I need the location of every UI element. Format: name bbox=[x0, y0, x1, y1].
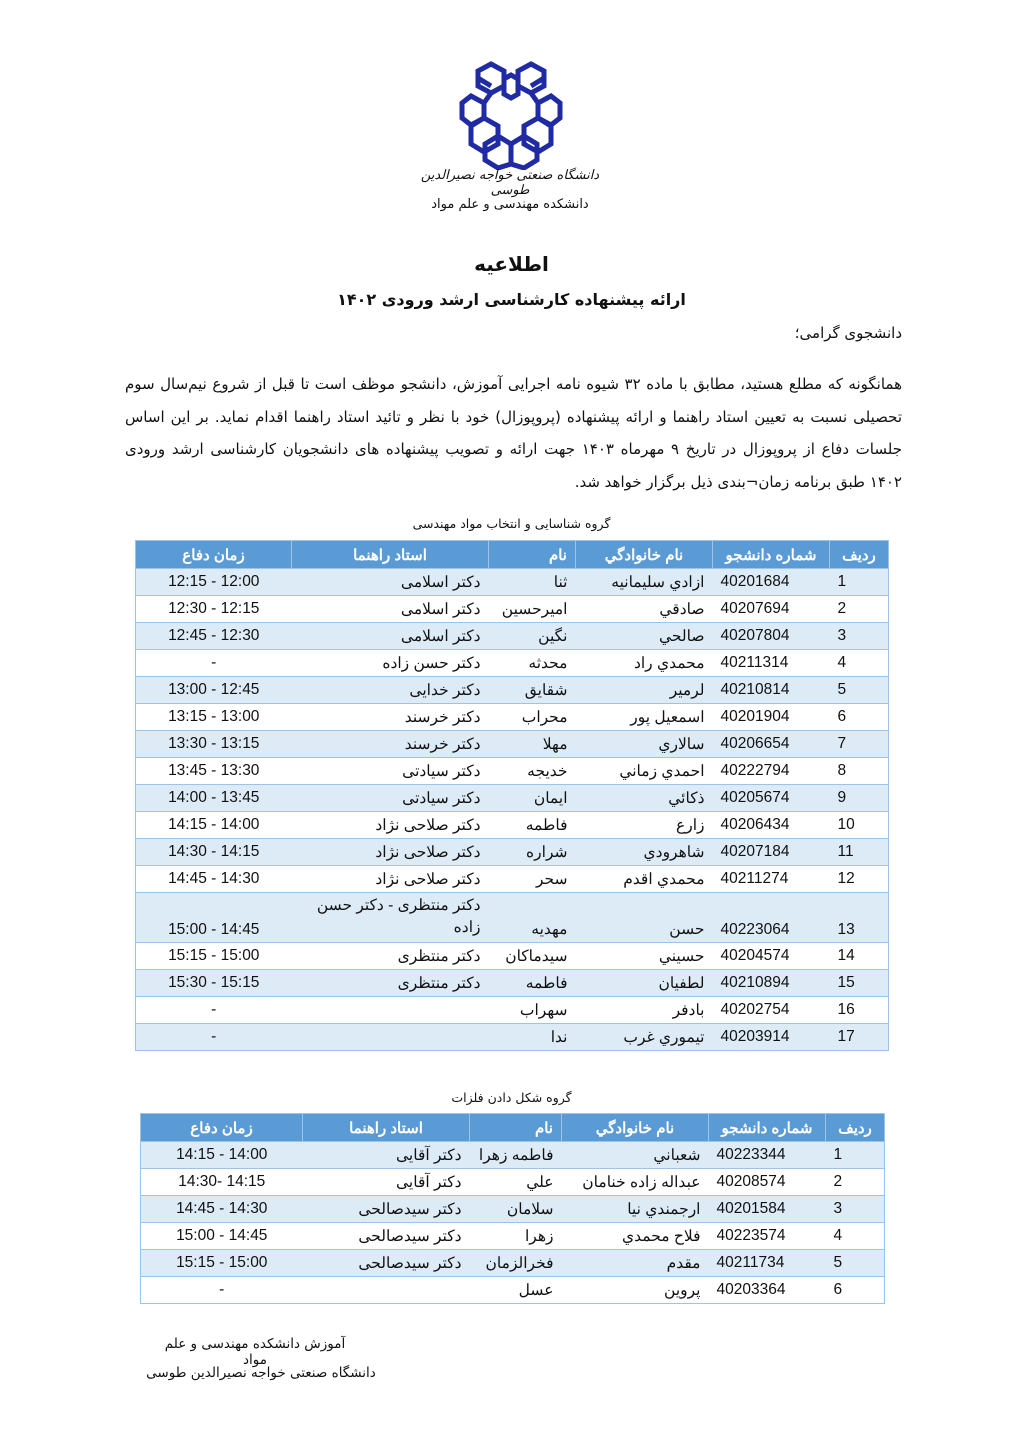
first-name: عسل bbox=[470, 1277, 562, 1304]
defense-time: 14:15 - 14:30 bbox=[136, 839, 292, 866]
row-number: 2 bbox=[830, 596, 889, 623]
col-advisor: استاد راهنما bbox=[303, 1114, 470, 1142]
family-name: بادفر bbox=[576, 997, 713, 1024]
advisor-name: دکتر منتظری bbox=[292, 943, 489, 970]
col-defense-time: زمان دفاع bbox=[141, 1114, 303, 1142]
col-defense-time: زمان دفاع bbox=[136, 541, 292, 569]
table-header-row bbox=[141, 1114, 885, 1142]
student-id: 40201684 bbox=[713, 569, 830, 596]
row-number: 4 bbox=[826, 1223, 885, 1250]
first-name: فخرالزمان bbox=[470, 1250, 562, 1277]
table-row bbox=[136, 731, 889, 758]
family-name: حسن bbox=[576, 893, 713, 943]
table-header-row bbox=[136, 541, 889, 569]
row-number: 1 bbox=[826, 1142, 885, 1169]
student-id: 40210894 bbox=[713, 970, 830, 997]
student-id: 40203364 bbox=[709, 1277, 826, 1304]
row-number: 6 bbox=[830, 704, 889, 731]
first-name: ندا bbox=[489, 1024, 576, 1051]
defense-time: 12:15 - 12:30 bbox=[136, 596, 292, 623]
first-name: ايمان bbox=[489, 785, 576, 812]
col-row: ردیف bbox=[826, 1114, 885, 1142]
advisor-name: دکتر آقایی bbox=[303, 1142, 470, 1169]
row-number: 5 bbox=[830, 677, 889, 704]
faculty-name: دانشکده مهندسی و علم مواد bbox=[431, 197, 589, 212]
col-advisor: استاد راهنما bbox=[292, 541, 489, 569]
footer-university: دانشگاه صنعتی خواجه نصیرالدین طوسی bbox=[146, 1365, 376, 1381]
advisor-name: دکتر اسلامی bbox=[292, 596, 489, 623]
first-name: سهراب bbox=[489, 997, 576, 1024]
first-name: فاطمه زهرا bbox=[470, 1142, 562, 1169]
col-family-name: نام خانوادگي bbox=[562, 1114, 709, 1142]
family-name: اسمعيل پور bbox=[576, 704, 713, 731]
family-name: پروين bbox=[562, 1277, 709, 1304]
row-number: 3 bbox=[830, 623, 889, 650]
student-id: 40205674 bbox=[713, 785, 830, 812]
defense-time: 13:15 - 13:30 bbox=[136, 731, 292, 758]
table-row bbox=[136, 704, 889, 731]
student-id: 40208574 bbox=[709, 1169, 826, 1196]
table-row bbox=[136, 970, 889, 997]
advisor-name: دکتر سیدصالحی bbox=[303, 1223, 470, 1250]
student-id: 40202754 bbox=[713, 997, 830, 1024]
defense-time: 14:45 - 15:00 bbox=[141, 1223, 303, 1250]
defense-time: 14:45 - 15:00 bbox=[136, 893, 292, 943]
family-name: حسيني bbox=[576, 943, 713, 970]
row-number: 6 bbox=[826, 1277, 885, 1304]
notice-title: اطلاعیه bbox=[474, 252, 549, 276]
family-name: سالاري bbox=[576, 731, 713, 758]
first-name: محدثه bbox=[489, 650, 576, 677]
col-student-id: شماره دانشجو bbox=[713, 541, 830, 569]
table-row bbox=[136, 677, 889, 704]
first-name: شقايق bbox=[489, 677, 576, 704]
row-number: 7 bbox=[830, 731, 889, 758]
first-name: مهلا bbox=[489, 731, 576, 758]
table-row bbox=[141, 1142, 885, 1169]
family-name: احمدي زماني bbox=[576, 758, 713, 785]
advisor-name bbox=[303, 1277, 470, 1304]
advisor-name: دکتر اسلامی bbox=[292, 569, 489, 596]
group1-table bbox=[135, 540, 889, 1051]
table-row bbox=[136, 596, 889, 623]
defense-time: 15:15 - 15:30 bbox=[136, 970, 292, 997]
family-name: زارع bbox=[576, 812, 713, 839]
student-id: 40210814 bbox=[713, 677, 830, 704]
row-number: 12 bbox=[830, 866, 889, 893]
first-name: شراره bbox=[489, 839, 576, 866]
family-name: ازادي سليمانيه bbox=[576, 569, 713, 596]
student-id: 40207184 bbox=[713, 839, 830, 866]
row-number: 15 bbox=[830, 970, 889, 997]
table-row bbox=[136, 623, 889, 650]
group2-caption: گروه شکل دادن فلزات bbox=[451, 1090, 572, 1105]
student-id: 40207804 bbox=[713, 623, 830, 650]
defense-time: 15:00 - 15:15 bbox=[141, 1250, 303, 1277]
first-name: سلامان bbox=[470, 1196, 562, 1223]
row-number: 1 bbox=[830, 569, 889, 596]
row-number: 5 bbox=[826, 1250, 885, 1277]
greeting: دانشجوی گرامی؛ bbox=[794, 324, 902, 342]
defense-time: 12:45 - 13:00 bbox=[136, 677, 292, 704]
col-first-name: نام bbox=[470, 1114, 562, 1142]
student-id: 40211274 bbox=[713, 866, 830, 893]
defense-time: 14:30 - 14:45 bbox=[136, 866, 292, 893]
table-row bbox=[141, 1196, 885, 1223]
defense-time: - bbox=[136, 650, 292, 677]
advisor-name: دکتر آقایی bbox=[303, 1169, 470, 1196]
advisor-name: دکتر خدایی bbox=[292, 677, 489, 704]
table-row bbox=[136, 569, 889, 596]
family-name: صالحي bbox=[576, 623, 713, 650]
family-name: صادقي bbox=[576, 596, 713, 623]
student-id: 40206654 bbox=[713, 731, 830, 758]
defense-time: 14:30 - 14:45 bbox=[141, 1196, 303, 1223]
first-name: سحر bbox=[489, 866, 576, 893]
defense-time: - bbox=[136, 997, 292, 1024]
advisor-name bbox=[292, 1024, 489, 1051]
student-id: 40201584 bbox=[709, 1196, 826, 1223]
family-name: ذكائي bbox=[576, 785, 713, 812]
student-id: 40203914 bbox=[713, 1024, 830, 1051]
student-id: 40204574 bbox=[713, 943, 830, 970]
table-row bbox=[136, 758, 889, 785]
row-number: 11 bbox=[830, 839, 889, 866]
row-number: 2 bbox=[826, 1169, 885, 1196]
student-id: 40223574 bbox=[709, 1223, 826, 1250]
table-row bbox=[136, 650, 889, 677]
advisor-name bbox=[292, 997, 489, 1024]
row-number: 3 bbox=[826, 1196, 885, 1223]
defense-time: 13:30 - 13:45 bbox=[136, 758, 292, 785]
first-name: خديجه bbox=[489, 758, 576, 785]
row-number: 17 bbox=[830, 1024, 889, 1051]
notice-subtitle: ارائه پیشنهاده کارشناسی ارشد ورودی ۱۴۰۲ bbox=[337, 290, 686, 309]
table-row bbox=[141, 1277, 885, 1304]
table-row bbox=[136, 866, 889, 893]
family-name: عبداله زاده خنامان bbox=[562, 1169, 709, 1196]
table-row bbox=[141, 1223, 885, 1250]
student-id: 40211314 bbox=[713, 650, 830, 677]
col-student-id: شماره دانشجو bbox=[709, 1114, 826, 1142]
table-row bbox=[136, 943, 889, 970]
family-name: شعباني bbox=[562, 1142, 709, 1169]
student-id: 40211734 bbox=[709, 1250, 826, 1277]
col-first-name: نام bbox=[489, 541, 576, 569]
advisor-name: دکتر منتظری bbox=[292, 970, 489, 997]
table-row bbox=[141, 1250, 885, 1277]
first-name: فاطمه bbox=[489, 970, 576, 997]
first-name: ثنا bbox=[489, 569, 576, 596]
first-name: اميرحسين bbox=[489, 596, 576, 623]
student-id: 40201904 bbox=[713, 704, 830, 731]
advisor-name: دکتر سیدصالحی bbox=[303, 1250, 470, 1277]
footer-office: آموزش دانشکده مهندسی و علم مواد bbox=[164, 1336, 346, 1368]
defense-time: 15:00 - 15:15 bbox=[136, 943, 292, 970]
table-row bbox=[141, 1169, 885, 1196]
advisor-name: دکتر سیادتی bbox=[292, 758, 489, 785]
family-name: لطفيان bbox=[576, 970, 713, 997]
family-name: فلاح محمدي bbox=[562, 1223, 709, 1250]
table-row bbox=[136, 997, 889, 1024]
first-name: سيدماكان bbox=[489, 943, 576, 970]
university-name: دانشگاه صنعتی خواجه نصیرالدین طوسی bbox=[420, 168, 600, 198]
advisor-name: دکتر خرسند bbox=[292, 704, 489, 731]
table-row bbox=[136, 785, 889, 812]
family-name: شاهرودي bbox=[576, 839, 713, 866]
advisor-name: دکتر منتظری - دکتر حسن زاده bbox=[292, 893, 489, 943]
family-name: محمدي راد bbox=[576, 650, 713, 677]
table-row bbox=[136, 839, 889, 866]
row-number: 8 bbox=[830, 758, 889, 785]
table-row bbox=[136, 1024, 889, 1051]
advisor-name: دکتر صلاحی نژاد bbox=[292, 812, 489, 839]
row-number: 10 bbox=[830, 812, 889, 839]
first-name: محراب bbox=[489, 704, 576, 731]
first-name: مهديه bbox=[489, 893, 576, 943]
row-number: 16 bbox=[830, 997, 889, 1024]
advisor-name: دکتر سیادتی bbox=[292, 785, 489, 812]
table-row bbox=[136, 893, 889, 943]
advisor-name: دکتر اسلامی bbox=[292, 623, 489, 650]
first-name: نگين bbox=[489, 623, 576, 650]
row-number: 14 bbox=[830, 943, 889, 970]
defense-time: 13:00 - 13:15 bbox=[136, 704, 292, 731]
first-name: فاطمه bbox=[489, 812, 576, 839]
advisor-name: دکتر حسن زاده bbox=[292, 650, 489, 677]
row-number: 9 bbox=[830, 785, 889, 812]
table-row bbox=[136, 812, 889, 839]
family-name: تيموري غرب bbox=[576, 1024, 713, 1051]
first-name: زهرا bbox=[470, 1223, 562, 1250]
notice-body: همانگونه که مطلع هستید، مطابق با ماده ۳۲ شیوه نامه اجرایی آموزش، دانشجو موظف است تا قبل از شروع نیم‌سال سوم تحصیلی نسبت به تعیین استاد راهنما و ارائه پیشنهاده (پروپوزال) خود با نظر و تائید استاد راهنما اقدام نماید. بر این اساس جلسات دفاع از پروپوزال در تاریخ ۹ مهرماه ۱۴۰۳ جهت ارائه و تصویب پیشنهاده های دانشجویان کارشناسی ارشد ورودی ۱۴۰۲ طبق برنامه زمان¬بندی ذیل برگزار خواهد شد. bbox=[125, 375, 902, 491]
defense-time: 14:00 - 14:15 bbox=[141, 1142, 303, 1169]
row-number: 4 bbox=[830, 650, 889, 677]
first-name: علي bbox=[470, 1169, 562, 1196]
advisor-name: دکتر صلاحی نژاد bbox=[292, 839, 489, 866]
defense-time: - bbox=[141, 1277, 303, 1304]
advisor-name: دکتر سیدصالحی bbox=[303, 1196, 470, 1223]
family-name: لرمير bbox=[576, 677, 713, 704]
row-number: 13 bbox=[830, 893, 889, 943]
defense-time: 12:00 - 12:15 bbox=[136, 569, 292, 596]
student-id: 40222794 bbox=[713, 758, 830, 785]
family-name: ارجمندي نيا bbox=[562, 1196, 709, 1223]
group2-table bbox=[140, 1113, 885, 1304]
col-row: ردیف bbox=[830, 541, 889, 569]
student-id: 40207694 bbox=[713, 596, 830, 623]
defense-time: 14:15 -14:30 bbox=[141, 1169, 303, 1196]
family-name: مقدم bbox=[562, 1250, 709, 1277]
student-id: 40223344 bbox=[709, 1142, 826, 1169]
advisor-name: دکتر خرسند bbox=[292, 731, 489, 758]
student-id: 40206434 bbox=[713, 812, 830, 839]
defense-time: 13:45 - 14:00 bbox=[136, 785, 292, 812]
group1-caption: گروه شناسایی و انتخاب مواد مهندسی bbox=[412, 516, 611, 531]
student-id: 40223064 bbox=[713, 893, 830, 943]
defense-time: - bbox=[136, 1024, 292, 1051]
col-family-name: نام خانوادگي bbox=[576, 541, 713, 569]
advisor-name: دکتر صلاحی نژاد bbox=[292, 866, 489, 893]
family-name: محمدي اقدم bbox=[576, 866, 713, 893]
defense-time: 12:30 - 12:45 bbox=[136, 623, 292, 650]
university-logo-icon bbox=[458, 60, 564, 170]
defense-time: 14:00 - 14:15 bbox=[136, 812, 292, 839]
